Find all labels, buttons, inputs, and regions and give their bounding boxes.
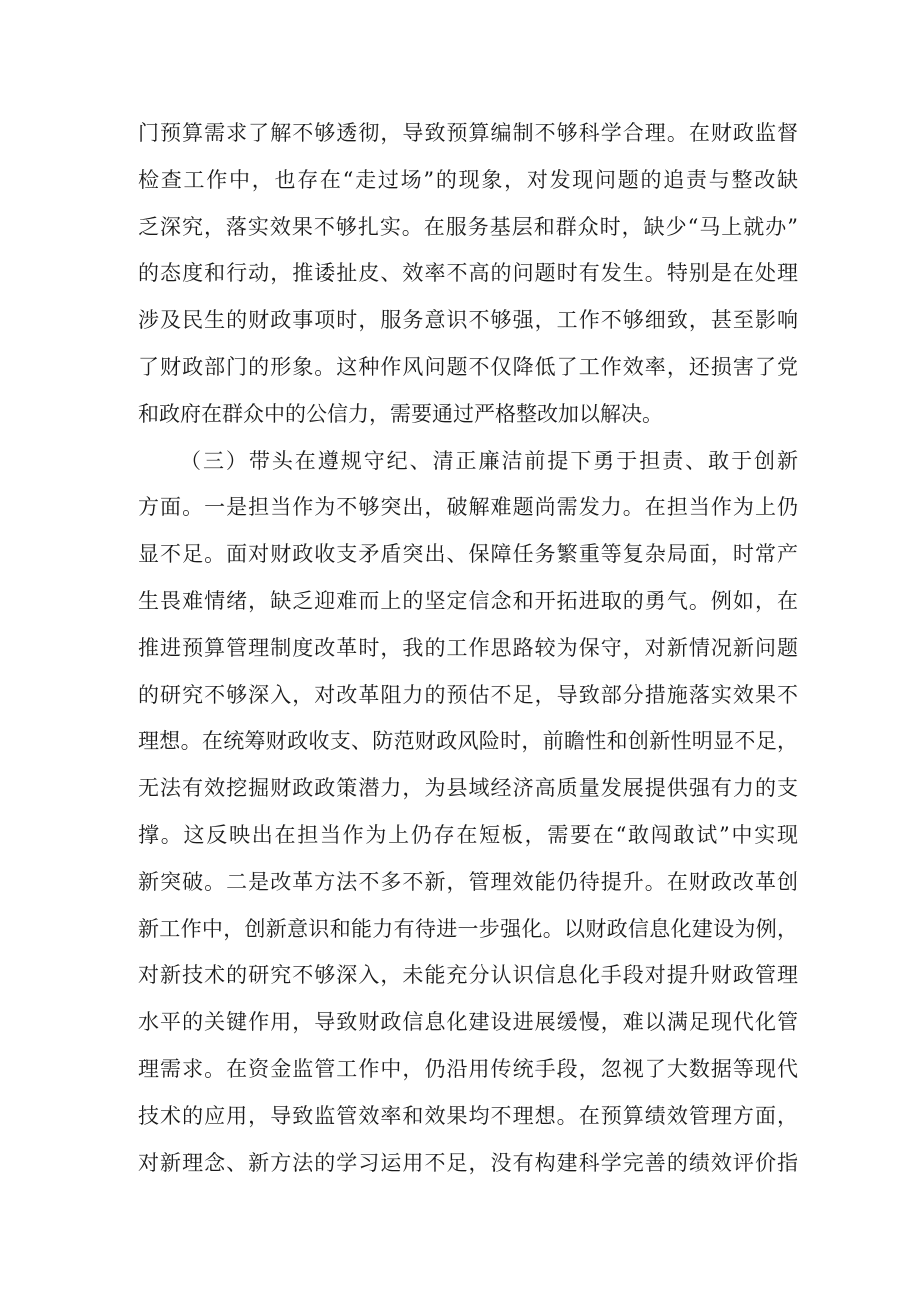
text-line: 水平的关键作用，导致财政信息化建设进展缓慢，难以满足现代化管	[138, 1010, 798, 1035]
text-line: 涉及民生的财政事项时，服务意识不够强，工作不够细致，甚至影响	[138, 308, 798, 333]
text-line: 和政府在群众中的公信力，需要通过严格整改加以解决。	[138, 401, 663, 426]
document-body	[138, 110, 798, 1186]
text-line: 的态度和行动，推诿扯皮、效率不高的问题时有发生。特别是在处理	[138, 261, 798, 286]
text-line: 显不足。面对财政收支矛盾突出、保障任务繁重等复杂局面，时常产	[138, 542, 798, 567]
text-line: 了财政部门的形象。这种作风问题不仅降低了工作效率，还损害了党	[138, 354, 798, 379]
text-line: 检查工作中，也存在“走过场”的现象，对发现问题的追责与整改缺	[138, 167, 798, 192]
text-line: 撑。这反映出在担当作为上仍存在短板，需要在“敢闯敢试”中实现	[138, 822, 798, 847]
section-heading-line: （三）带头在遵规守纪、清正廉洁前提下勇于担责、敢于创新	[180, 448, 798, 473]
text-line: 技术的应用，导致监管效率和效果均不理想。在预算绩效管理方面，	[138, 1103, 798, 1128]
text-line: 理想。在统筹财政收支、防范财政风险时，前瞻性和创新性明显不足，	[138, 729, 798, 754]
text-line: 推进预算管理制度改革时，我的工作思路较为保守，对新情况新问题	[138, 635, 798, 660]
text-line: 理需求。在资金监管工作中，仍沿用传统手段，忽视了大数据等现代	[138, 1056, 798, 1081]
text-line: 对新理念、新方法的学习运用不足，没有构建科学完善的绩效评价指	[138, 1150, 798, 1175]
text-line: 乏深究，落实效果不够扎实。在服务基层和群众时，缺少“马上就办”	[138, 214, 798, 239]
text-line: 对新技术的研究不够深入，未能充分认识信息化手段对提升财政管理	[138, 963, 798, 988]
text-line: 生畏难情绪，缺乏迎难而上的坚定信念和开拓进取的勇气。例如，在	[138, 588, 798, 613]
text-line: 的研究不够深入，对改革阻力的预估不足，导致部分措施落实效果不	[138, 682, 798, 707]
text-line: 新工作中，创新意识和能力有待进一步强化。以财政信息化建设为例，	[138, 916, 798, 941]
text-line: 方面。一是担当作为不够突出，破解难题尚需发力。在担当作为上仍	[138, 495, 798, 520]
text-line: 门预算需求了解不够透彻，导致预算编制不够科学合理。在财政监督	[138, 121, 798, 145]
text-line: 新突破。二是改革方法不多不新，管理效能仍待提升。在财政改革创	[138, 869, 798, 894]
text-line: 无法有效挖掘财政政策潜力，为县域经济高质量发展提供强有力的支	[138, 776, 798, 801]
